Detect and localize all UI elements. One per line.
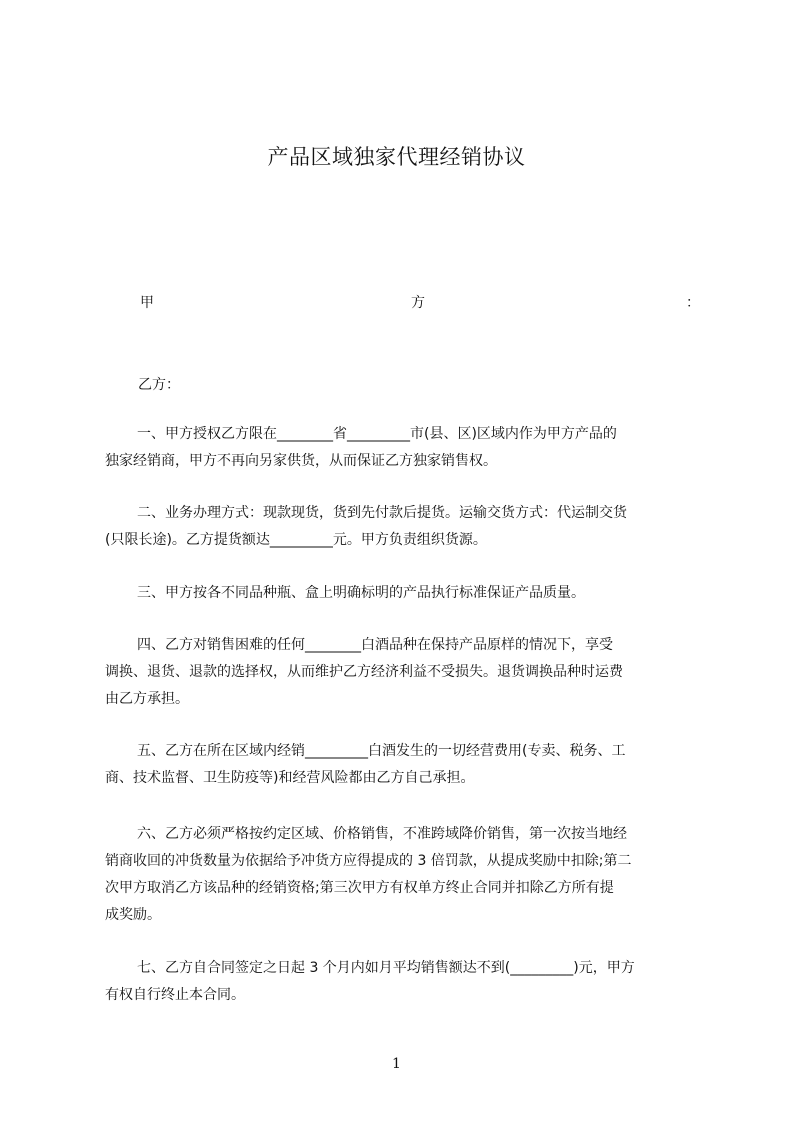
clause-1	[105, 421, 703, 475]
clause-line: 调换、退货、退款的选择权，从而维护乙方经济利益不受损失。退货调换品种时运费	[105, 664, 623, 680]
party-a-colon: ：	[686, 295, 700, 311]
clause-line: 一、甲方授权乙方限在________省_________市(县、区)区域内作为甲方产品的	[137, 426, 617, 442]
clause-6	[105, 821, 703, 929]
clause-line: 独家经销商，甲方不再向另家供货，从而保证乙方独家销售权。	[105, 453, 497, 469]
clause-2	[105, 500, 703, 554]
clause-line: 成奖励。	[105, 907, 161, 923]
clause-line: 有权自行终止本合同。	[105, 987, 245, 1003]
clause-line: 由乙方承担。	[105, 691, 189, 707]
page-number: 1	[392, 1056, 401, 1072]
party-a-char-2: 方	[411, 295, 425, 311]
clause-line: 六、乙方必须严格按约定区域、价格销售，不准跨域降价销售，第一次按当地经	[137, 826, 627, 842]
clause-line: 三、甲方按各不同品种瓶、盒上明确标明的产品执行标准保证产品质量。	[137, 585, 585, 601]
clause-line: 商、技术监督、卫生防疫等)和经营风险都由乙方自己承担。	[105, 770, 475, 786]
clause-line: 七、乙方自合同签定之日起 3 个月内如月平均销售额达不到(_________)元，甲方	[137, 960, 635, 976]
clause-3	[105, 580, 703, 607]
clause-line: 二、业务办理方式：现款现货，货到先付款后提货。运输交货方式：代运制交货	[137, 505, 627, 521]
clause-line: 四、乙方对销售困难的任何________白酒品种在保持产品原样的情况下，享受	[137, 637, 613, 653]
party-a-line	[138, 292, 699, 312]
clause-line: 次甲方取消乙方该品种的经销资格;第三次甲方有权单方终止合同并扣除乙方所有提	[105, 880, 614, 896]
clause-5	[105, 738, 703, 792]
clause-4	[105, 632, 703, 713]
party-a-char-1: 甲	[140, 295, 154, 311]
document-title: 产品区域独家代理经销协议	[267, 145, 526, 169]
party-b-line: 乙方：	[138, 377, 180, 393]
clause-line: 销商收回的冲货数量为依据给予冲货方应得提成的 3 倍罚款，从提成奖励中扣除;第二	[105, 853, 632, 869]
clause-line: 五、乙方在所在区域内经销_________白酒发生的一切经营费用(专卖、税务、工	[137, 743, 626, 759]
clause-7	[105, 955, 703, 1009]
clause-line: (只限长途)。乙方提货额达_________元。甲方负责组织货源。	[105, 532, 487, 548]
